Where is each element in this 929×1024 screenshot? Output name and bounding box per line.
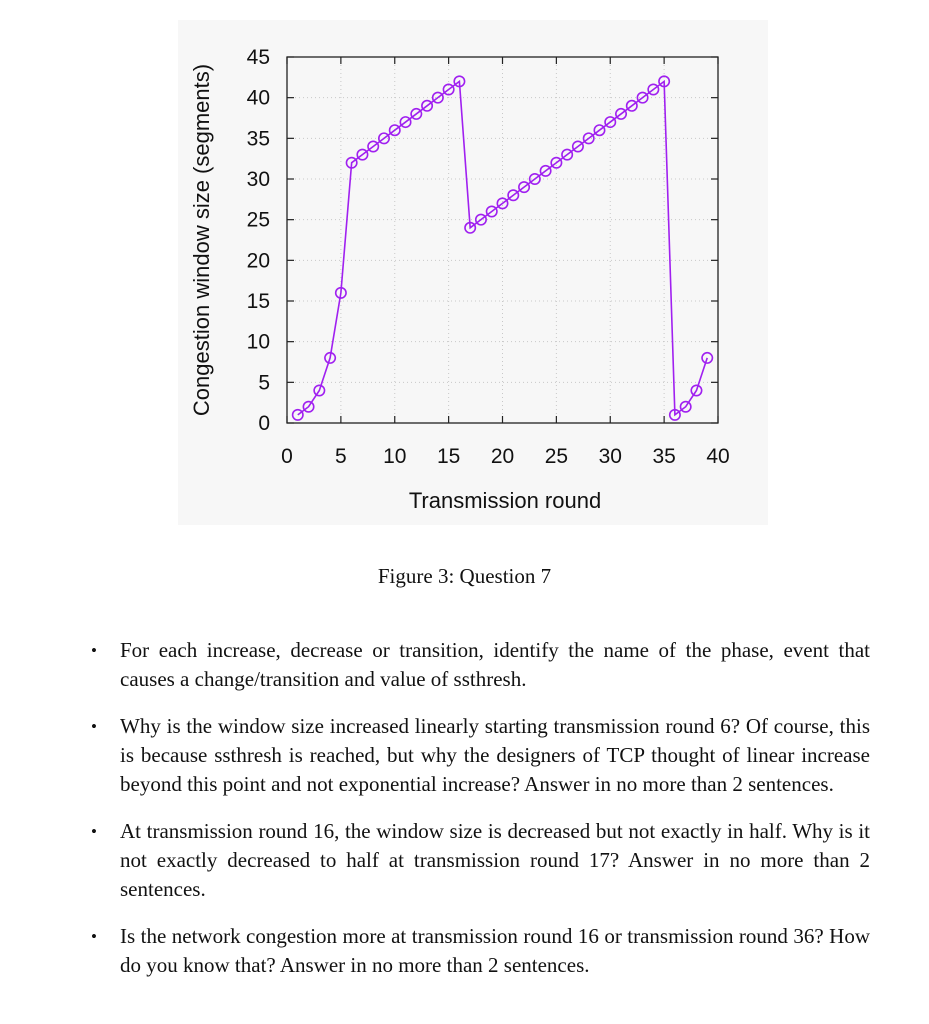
bullet-icon: • (91, 822, 97, 841)
question-list (88, 636, 870, 998)
x-tick-label: 30 (598, 445, 622, 468)
y-tick-label: 5 (258, 371, 270, 395)
y-tick-label: 25 (246, 208, 270, 232)
question-text: For each increase, decrease or transition, identify the name of the phase, event that causes a change/transition and value of ssthresh. (120, 638, 870, 691)
list-item (88, 636, 870, 694)
bullet-icon: • (91, 927, 97, 946)
y-tick-label: 20 (246, 249, 270, 273)
y-tick-label: 15 (246, 290, 270, 313)
x-tick-label: 15 (436, 445, 461, 468)
y-tick-label: 45 (246, 46, 270, 69)
y-tick-label: 35 (246, 127, 270, 151)
list-item (88, 922, 870, 980)
bullet-icon: • (91, 717, 97, 736)
x-tick-label: 35 (652, 445, 676, 468)
x-axis-label: Transmission round (408, 488, 602, 513)
x-tick-label: 10 (383, 445, 407, 468)
x-tick-label: 40 (706, 445, 730, 468)
x-tick-label: 25 (544, 445, 569, 468)
y-tick-label: 10 (246, 330, 270, 354)
figure-caption: Figure 3: Question 7 (377, 564, 552, 588)
x-tick-label: 0 (281, 445, 293, 468)
y-tick-label: 0 (258, 412, 270, 435)
y-tick-label: 30 (246, 168, 270, 191)
question-text: Is the network congestion more at transmission round 16 or transmission round 36? How do you know that? Answer in no more than 2 sentences. (120, 924, 870, 977)
question-text: Why is the window size increased linearly starting transmission round 6? Of course, this is because ssthresh is reached, but why the designers of TCP thought of linear increase beyond this point and not exponential increase? Answer in no more than 2 sentences. (120, 714, 870, 796)
x-tick-label: 20 (490, 445, 515, 468)
question-text: At transmission round 16, the window size is decreased but not exactly in half. Why is it not exactly decreased to half at transmission round 17? Answer in no more than 2 sentences. (120, 819, 870, 901)
list-item (88, 712, 870, 799)
y-axis-label: Congestion window size (segments) (189, 63, 214, 417)
y-tick-label: 40 (246, 86, 270, 110)
list-item (88, 817, 870, 904)
x-tick-label: 5 (335, 445, 347, 468)
bullet-icon: • (91, 641, 97, 660)
